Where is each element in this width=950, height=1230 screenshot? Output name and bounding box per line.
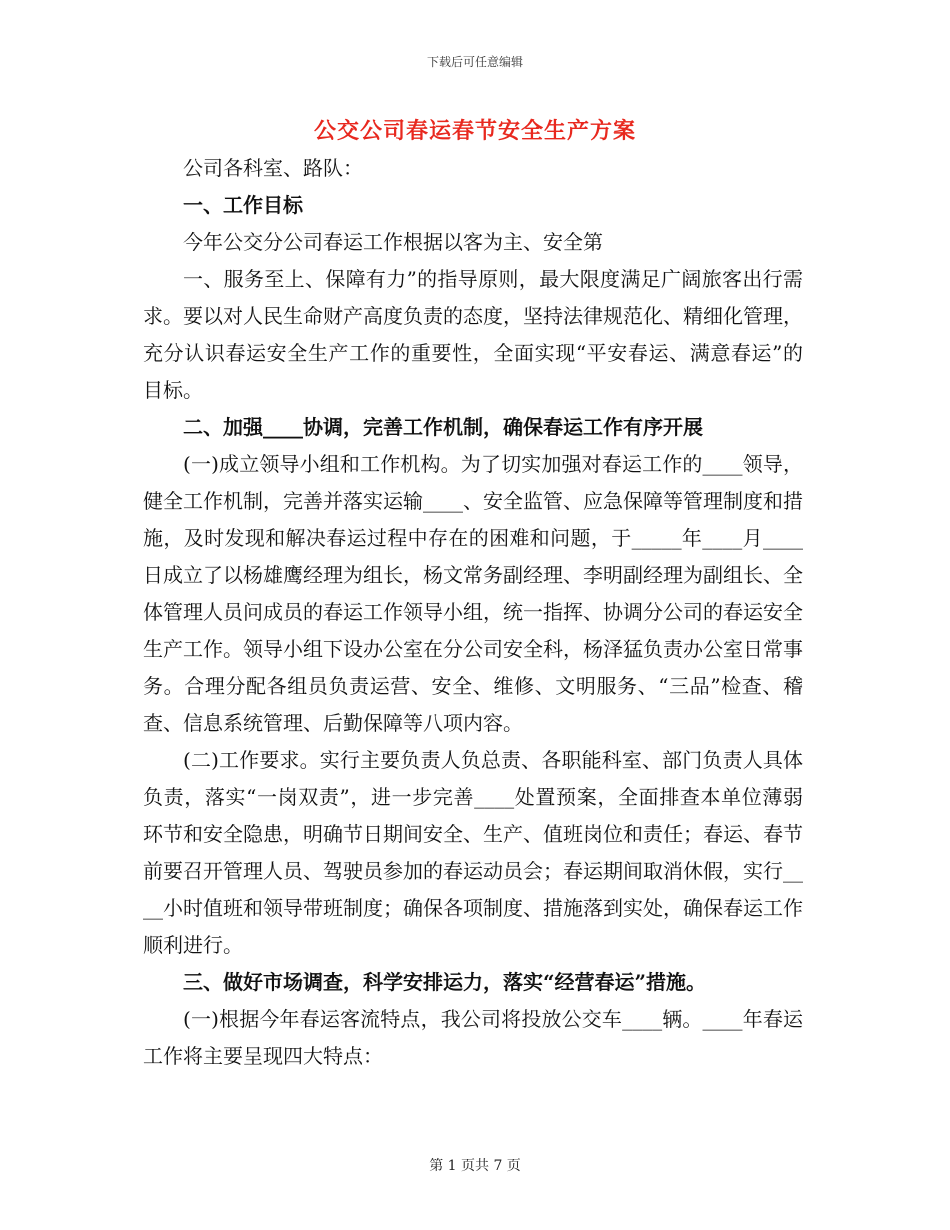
paragraph: 一、服务至上、保障有力”的指导原则，最大限度满足广阔旅客出行需求。要以对人民生命财产高度负责的态度，坚持法律规范化、精细化管理，充分认识春运安全生产工作的重要性，全面实现“平安春运、满意春运”的目标。 — [143, 267, 803, 402]
paragraph: 今年公交分公司春运工作根据以客为主、安全第 — [183, 230, 603, 254]
section-heading-3: 三、做好市场调查，科学安排运力，落实“经营春运”措施。 — [183, 970, 707, 994]
document-title: 公交公司春运春节安全生产方案 — [313, 118, 636, 144]
paragraph: (一)成立领导小组和工作机构。为了切实加强对春运工作的____领导，健全工作机制，完善并落实运输____、安全监管、应急保障等管理制度和措施，及时发现和解决春运过程中存在的困难和问题，于_____年____月____日成立了以杨雄鹰经理为组长，杨文常务副经理、李明副经理为副组长、全体管理人员问成员的春运工作领导小组，统一指挥、协调分公司的春运安全生产工作。领导小组下设办公室在分公司安全科，杨泽猛负责办公室日常事务。合理分配各组员负责运营、安全、维修、文明服务、“三品”检查、稽查、信息系统管理、后勤保障等八项内容。 — [143, 452, 803, 735]
section-heading-2: 二、加强____协调，完善工作机制，确保春运工作有序开展 — [183, 415, 703, 439]
header-note: 下载后可任意编辑 — [426, 55, 523, 69]
paragraph: (二)工作要求。实行主要负责人负总责、各职能科室、部门负责人具体负责，落实“一岗双责”，进一步完善____处置预案，全面排查本单位薄弱环节和安全隐患，明确节日期间安全、生产、值班岗位和责任；春运、春节前要召开管理人员、驾驶员参加的春运动员会；春运期间取消休假，实行____小时值班和领导带班制度；确保各项制度、措施落到实处，确保春运工作顺利进行。 — [143, 748, 803, 957]
paragraph: (一)根据今年春运客流特点，我公司将投放公交车____辆。____年春运工作将主要呈现四大特点： — [143, 1007, 803, 1068]
page-indicator: 第 1 页共 7 页 — [429, 1158, 521, 1174]
salutation: 公司各科室、路队： — [183, 156, 363, 180]
section-heading-1: 一、工作目标 — [183, 193, 303, 217]
document-body — [143, 150, 803, 1075]
